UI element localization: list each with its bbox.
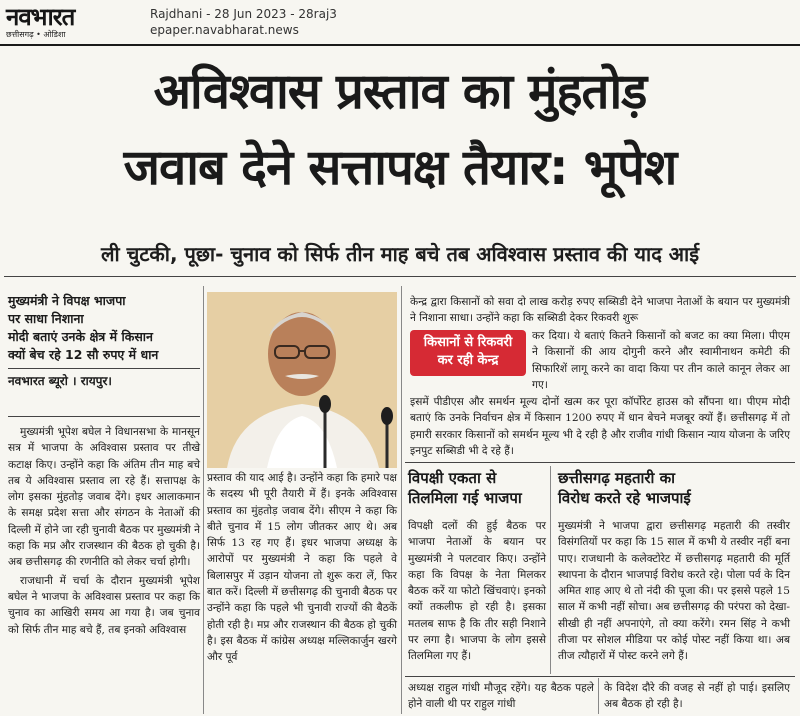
paragraph: राजधानी में चर्चा के दौरान मुख्यमंत्री भूपेश बघेल ने भाजपा के अविश्वास प्रस्ताव पर कहा कि चुनाव का आखिरी समय आ गया है। जब चुनाव को सिर्फ तीन माह बचे हैं, तब इनको अविश्वास [8, 574, 200, 636]
middle-column-text: प्रस्ताव की याद आई है। उन्होंने कहा कि हमारे पक्ष के सदस्य भी पूरी तैयारी में हैं। इनके अविश्वास प्रस्ताव का मुंहतोड़ जवाब देंगे। सीएम ने कहा कि बीते चुनाव में 15 लोग जीतकर आए थे। अब सिर्फ 13 रह गए हैं। इधर भाजपा अध्यक्ष के आरोपों पर मुख्यमंत्री ने कहा कि पहले वे बिलासपुर में उड़ान योजना तो शुरू करा लें, फिर बात करें। दिल्ली में छत्तीसगढ़ की चुनावी बैठक पर उन्होंने कहा कि पहले भी चुनावी राज्यों की बैठकें होती रही है। मप्र और राजस्थान की बैठक हो चुकी है। इस बैठक में कांग्रेस अध्यक्ष मल्लिकार्जुन खरगे और पूर्व [207, 472, 397, 664]
left-kicker [8, 292, 200, 364]
kicker-line: मुख्यमंत्री ने विपक्ष भाजपा [8, 293, 126, 308]
column-divider [550, 466, 551, 674]
headline-line-2: जवाब देने सत्तापक्ष तैयार: भूपेश [123, 139, 677, 196]
col4-heading [558, 468, 790, 508]
newspaper-logo [6, 4, 134, 42]
chief-minister-photo [207, 292, 397, 468]
column-divider [203, 286, 204, 714]
callout-line: किसानों से रिकवरी [423, 335, 513, 350]
paragraph: मुख्यमंत्री भूपेश बघेल ने विधानसभा के मानसून सत्र में भाजपा के अविश्वास प्रस्ताव पर तीखे कटाक्ष किए। उन्होंने कहा कि अंतिम तीन माह बचे तब ये अविश्वास प्रस्ताव ला रहे हैं। सत्तापक्ष के लोग इसका मुंहतोड़ जवाब देंगे। इधर आलाकमान के समक्ष प्रदेश सत्ता और संगठन के नेताओं की दिल्ली में होने जा रही चुनावी बैठक पर मुख्यमंत्री ने कहा कि मप्र और राजस्थान की बैठक हो चुकी है। अब छत्तीसगढ़ की रणनीति को लेकर चर्चा होगी। [8, 426, 200, 569]
kicker-line: मोदी बताएं उनके क्षेत्र में किसान [8, 329, 153, 344]
column-divider [598, 678, 599, 714]
kicker-rule [8, 368, 200, 369]
byline-rule [8, 416, 200, 417]
subheadline-rule [4, 276, 796, 277]
col3-heading [408, 468, 546, 508]
heading-line: विपक्षी एकता से [408, 469, 497, 487]
byline: नवभारत ब्यूरो । रायपुर। [8, 374, 112, 388]
left-column-text [8, 424, 200, 638]
heading-line: तिलमिला गई भाजपा [408, 489, 522, 507]
kicker-line: क्यों बेच रहे 12 सौ रुपए में धान [8, 347, 159, 362]
callout-line: कर रही केन्द्र [437, 353, 499, 368]
logo-subtitle: छत्तीसगढ़ • ओडिशा [6, 30, 66, 39]
recovery-callout [410, 330, 526, 376]
right-after-text: इसमें पीडीएस और समर्थन मूल्य दोनों खत्म कर पूरा कॉर्पोरेट हाउस को सौंपना था। पीएम मोदी बताएं कि उनके निर्वाचन क्षेत्र में किसान 1200 रुपए में धान बेचने मजबूर क्यों हैं। छत्तीसगढ़ में तो हमारी सरकार किसानों को समर्थन मूल्य भी दे रही है और राजीव गांधी किसान न्याय योजना के जरिए इनपुट सब्सिडी भी दे रहे हैं। [410, 396, 790, 457]
epaper-url[interactable]: epaper.navabharat.news [150, 23, 299, 37]
bottom-rule [405, 676, 795, 677]
column-divider [401, 286, 402, 714]
section-rule [405, 462, 795, 463]
masthead-rule [0, 44, 800, 46]
bottom-left-text: अध्यक्ष राहुल गांधी मौजूद रहेंगे। यह बैठक पहले होने वाली थी पर राहुल गांधी [408, 682, 594, 711]
right-beside-callout-text: कर दिया। ये बताएं कितने किसानों को बजट का क्या मिला। पीएम ने किसानों की आय दोगुनी करने और स्वामीनाथन कमेटी की सिफारिशें लागू करने का वादा किया पर तीन काले कानून लेकर आ गए। [532, 330, 790, 391]
edition-info: Rajdhani - 28 Jun 2023 - 28raj3 [150, 7, 337, 21]
col3-text: विपक्षी दलों की हुई बैठक पर भाजपा नेताओं के बयान पर मुख्यमंत्री ने पलटवार किए। उन्होंने कहा कि विपक्ष के नेता मिलकर बैठक करें या फोटो खिंचवाएं। इनको क्यों तकलीफ हो रही है। इसका मतलब साफ है कि तीर सही निशाने पर लगा है। भाजपा के लोग इससे तिलमिला गए हैं। [408, 520, 546, 663]
headline-line-1: अविश्वास प्रस्ताव का मुंहतोड़ [153, 63, 647, 120]
right-intro-text: केन्द्र द्वारा किसानों को सवा दो लाख करोड़ रुपए सब्सिडी देने भाजपा नेताओं के बयान पर मुख्यमंत्री ने निशाना साधा। उन्होंने कहा कि सब्सिडी देकर रिकवरी शुरू [410, 296, 790, 325]
col4-text: मुख्यमंत्री ने भाजपा द्वारा छत्तीसगढ़ महतारी की तस्वीर विसंगतियों पर कहा कि 15 साल में कभी ये तस्वीर नहीं बना पाए। राजधानी के कलेक्टोरेट में छत्तीसगढ़ महतारी की मूर्ति स्थापना के दौरान भाजपाई विरोध करते रहे। पोला पर्व के दिन अमित शाह आए थे तो नंदी की पूजा की। पर इससे पहले 15 साल में कभी नहीं सोचा। अब छत्तीसगढ़ की परंपरा को देखा-सीखी ही नहीं अपनाएंगे, तो क्या करेंगे। रमन सिंह ने कभी तीजा पर सोशल मीडिया पर कोई पोस्ट नहीं किया था। अब तीज त्यौहारों में पोस्ट करने लगे हैं। [558, 520, 790, 663]
heading-line: विरोध करते रहे भाजपाई [558, 489, 691, 507]
bottom-right-text: के विदेश दौरे की वजह से नहीं हो पाई। इसलिए अब बैठक हो रही है। [604, 682, 790, 711]
kicker-line: पर साधा निशाना [8, 311, 84, 326]
subheadline: ली चुटकी, पूछा- चुनाव को सिर्फ तीन माह बचे तब अविश्वास प्रस्ताव की याद आई [100, 242, 700, 266]
portrait-illustration [207, 292, 397, 468]
heading-line: छत्तीसगढ़ महतारी का [558, 469, 676, 487]
logo-text: नवभारत [6, 3, 75, 31]
